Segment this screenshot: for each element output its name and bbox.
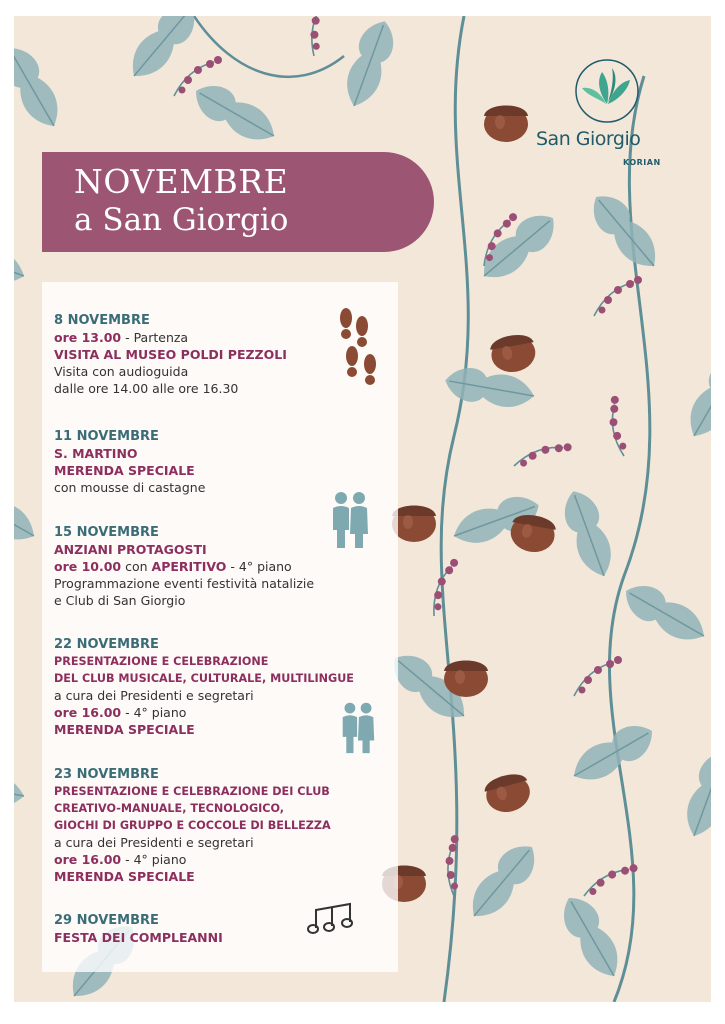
event-time: ore 13.00 [54, 330, 122, 345]
poster [14, 16, 711, 1002]
event-aperitivo: APERITIVO [151, 559, 227, 574]
san-giorgio-logo [534, 58, 684, 178]
event-date: 23 NOVEMBRE [54, 767, 159, 782]
event-time: ore 10.00 [54, 559, 122, 574]
event-date: 11 NOVEMBRE [54, 429, 159, 444]
event-with: con [121, 559, 152, 574]
event-date: 22 NOVEMBRE [54, 637, 159, 652]
event-23-novembre [54, 766, 384, 885]
event-date: 8 NOVEMBRE [54, 313, 150, 328]
event-floor: - 4° piano [121, 852, 187, 867]
event-date: 29 NOVEMBRE [54, 913, 159, 928]
event-title: FESTA DEI COMPLEANNI [54, 930, 223, 945]
event-title-1: PRESENTAZIONE E CELEBRAZIONE [54, 655, 269, 668]
event-title-1: S. MARTINO [54, 446, 138, 461]
event-title-1: PRESENTAZIONE E CELEBRAZIONE DEI CLUB [54, 785, 330, 798]
title-banner [42, 152, 434, 252]
event-desc-1: Visita con audioguida [54, 364, 189, 379]
event-title-3: GIOCHI DI GRUPPO E COCCOLE DI BELLEZZA [54, 819, 331, 832]
music-notes-icon [306, 902, 360, 936]
event-title-2: DEL CLUB MUSICALE, CULTURALE, MULTILINGUE [54, 672, 354, 685]
logo-name: San Giorgio [536, 128, 641, 150]
event-title: ANZIANI PROTAGOSTI [54, 542, 207, 557]
event-merenda: MERENDA SPECIALE [54, 869, 195, 884]
elderly-couple-icon [340, 700, 376, 754]
event-11-novembre [54, 428, 384, 496]
event-title: VISITA AL MUSEO POLDI PEZZOLI [54, 347, 287, 362]
event-time: ore 16.00 [54, 852, 122, 867]
logo-leaves-icon [572, 58, 642, 124]
event-title-2: MERENDA SPECIALE [54, 463, 195, 478]
logo-sub: KORIAN [623, 158, 661, 167]
event-8-novembre [54, 312, 384, 397]
event-desc-1: a cura dei Presidenti e segretari [54, 835, 254, 850]
title-line-2: a San Giorgio [74, 202, 289, 238]
event-floor: - 4° piano [226, 559, 292, 574]
event-desc-2: e Club di San Giorgio [54, 593, 186, 608]
event-time-note: - Partenza [121, 330, 189, 345]
event-desc-1: a cura dei Presidenti e segretari [54, 688, 254, 703]
elderly-couple-icon [330, 490, 370, 548]
title-line-1: NOVEMBRE [74, 162, 289, 201]
event-time: ore 16.00 [54, 705, 122, 720]
event-date: 15 NOVEMBRE [54, 525, 159, 540]
event-desc-1: con mousse di castagne [54, 480, 206, 495]
event-floor: - 4° piano [121, 705, 187, 720]
event-desc-1: Programmazione eventi festività natalizie [54, 576, 315, 591]
footprints-icon [336, 308, 384, 388]
event-22-novembre [54, 636, 384, 738]
event-title-2: CREATIVO-MANUALE, TECNOLOGICO, [54, 802, 285, 815]
event-desc-2: dalle ore 14.00 alle ore 16.30 [54, 381, 239, 396]
event-merenda: MERENDA SPECIALE [54, 722, 195, 737]
